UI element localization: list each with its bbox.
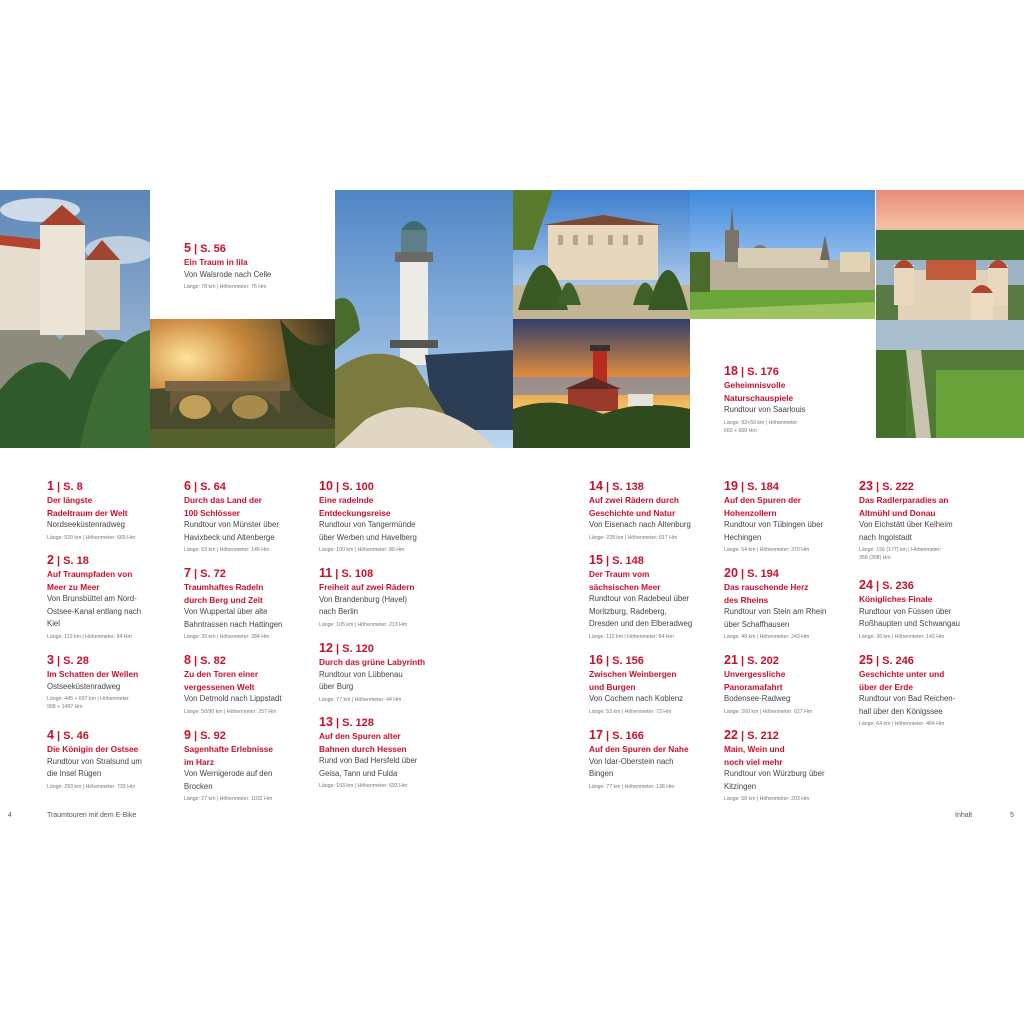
tour-title: Eine radelnde Entdeckungsreise: [319, 495, 391, 518]
tour-number: 10 | S. 100: [319, 479, 374, 493]
tour-route: Rundtour von Tangermünde über Werben und Havelberg: [319, 520, 417, 542]
photo-lighthouse: [335, 190, 513, 448]
photo-palace-garden: [513, 190, 690, 319]
tour-stats: Länge: 50/90 km | Höhenmeter: 257 Hm: [184, 708, 277, 715]
tour-route: Von Eichstätt über Kelheim nach Ingolstadt: [859, 520, 953, 542]
tour-route: Von Idar-Oberstein nach Bingen: [589, 756, 674, 778]
tour-route: Von Eisenach nach Altenburg: [589, 520, 691, 529]
tour-entry-17: [589, 728, 717, 791]
tour-number: 2 | S. 18: [47, 553, 89, 567]
tour-number: 15 | S. 148: [589, 553, 644, 567]
tour-route: Rundtour von Bad Reichen- hall über den Königssee: [859, 694, 956, 716]
tour-stats: Länge: 92+50 km | Höhenmeter: 660 + 600 Hm: [724, 419, 799, 434]
tour-number: 9 | S. 92: [184, 728, 226, 742]
tour-entry-6: [184, 479, 312, 554]
tour-route: Rundtour von Saarlouis: [724, 405, 806, 414]
tour-route: Bodensee-Radweg: [724, 694, 791, 703]
tour-title: Zu den Toren einer vergessenen Welt: [184, 669, 259, 692]
tour-route: Von Cochem nach Koblenz: [589, 694, 684, 703]
tour-stats: Länge: 112 km | Höhenmeter: 84 Hm: [47, 633, 132, 640]
tour-route: Von Wernigerode auf den Brocken: [184, 769, 273, 791]
tour-stats: Länge: 48 km | Höhenmeter: 243 Hm: [724, 634, 810, 640]
tour-title: Auf den Spuren alter Bahnen durch Hessen: [319, 731, 407, 754]
photo-castle-rock: [0, 190, 150, 448]
tour-entry-4: [47, 728, 175, 791]
photo-dresden-skyline: [690, 190, 875, 319]
tour-title: Im Schatten der Wellen: [47, 669, 139, 679]
tour-stats: Länge: 77 km | Höhenmeter: 138 Hm: [589, 783, 675, 790]
tour-title: Main, Wein und noch viel mehr: [724, 744, 785, 767]
tour-number: 5 | S. 56: [184, 241, 226, 255]
tour-title: Auf den Spuren der Nahe: [589, 744, 689, 754]
tour-entry-2: [47, 553, 175, 641]
tour-title: Freiheit auf zwei Rädern: [319, 582, 415, 592]
photo-bridge-sunset: [150, 319, 335, 448]
tour-title: Auf den Spuren der Hohenzollern: [724, 495, 801, 518]
tour-stats: Länge: 78 km | Höhenmeter: 75 Hm: [184, 284, 267, 290]
tour-entry-14: [589, 479, 717, 542]
tour-stats: Länge: 64 km | Höhenmeter: 464 Hm: [859, 721, 945, 727]
tour-number: 13 | S. 128: [319, 715, 374, 729]
tour-number: 17 | S. 166: [589, 728, 644, 742]
tour-entry-9: [184, 728, 312, 803]
tour-stats: Länge: 445 + 697 km | Höhenmeter: 998 + 1497 Hm: [47, 696, 131, 710]
tour-title: Der längste Radeltraum der Welt: [47, 495, 128, 518]
tour-number: 24 | S. 236: [859, 578, 914, 592]
tour-entry-7: [184, 566, 312, 641]
tour-title: Zwischen Weinbergen und Burgen: [589, 669, 677, 692]
tour-route: Rundtour von Füssen über Roßhaupten und Schwangau: [859, 606, 961, 628]
tour-title: Der Traum vom sächsischen Meer: [589, 569, 661, 592]
tour-stats: Länge: 35 km | Höhenmeter: 284 Hm: [184, 634, 270, 640]
tour-route: Nordseeküstenradweg: [47, 520, 126, 529]
tour-entry-16: [589, 653, 717, 716]
tour-stats: Länge: 27 km | Höhenmeter: 1032 Hm: [184, 796, 273, 802]
tour-stats: Länge: 929 km | Höhenmeter: 669 Hm: [47, 534, 136, 541]
tour-stats: Länge: 156 (177) km | Höhenmeter: 358 (308) Hm: [859, 547, 942, 561]
tour-route: Ostseeküstenradweg: [47, 681, 121, 691]
tour-number: 7 | S. 72: [184, 566, 226, 580]
tour-entry-5: [184, 241, 312, 291]
running-title-left: Traumtouren mit dem E-Bike: [47, 812, 137, 819]
page-number-right: 5: [1010, 812, 1014, 819]
tour-title: Die Königin der Ostsee: [47, 744, 139, 754]
tour-stats: Länge: 293 km | Höhenmeter: 733 Hm: [47, 783, 136, 790]
tour-title: Traumhaftes Radeln durch Berg und Zeit: [184, 582, 264, 605]
tour-number: 4 | S. 46: [47, 728, 89, 742]
tour-stats: Länge: 63 km | Höhenmeter: 146 Hm: [184, 547, 270, 553]
tour-number: 18 | S. 176: [724, 364, 779, 378]
tour-stats: Länge: 100 km | Höhenmeter: 89 Hm: [319, 547, 405, 553]
tour-number: 14 | S. 138: [589, 479, 644, 493]
tour-stats: Länge: 105 km | Höhenmeter: 213 Hm: [319, 621, 408, 628]
tour-stats: Länge: 228 km | Höhenmeter: 917 Hm: [589, 534, 678, 541]
tour-stats: Länge: 36 km | Höhenmeter: 143 Hm: [859, 633, 945, 640]
tour-stats: Länge: 58 km | Höhenmeter: 203 Hm: [724, 796, 810, 802]
tour-entry-18: [724, 364, 852, 435]
photo-lighthouse-sunset: [513, 319, 690, 448]
tour-number: 6 | S. 64: [184, 479, 226, 493]
tour-entry-10: [319, 479, 447, 554]
tour-stats: Länge: 112 km | Höhenmeter: 84 Hm: [589, 633, 674, 640]
tour-entry-25: [859, 653, 987, 728]
tour-route: Von Brandenburg (Havel) nach Berlin: [319, 594, 407, 616]
tour-number: 23 | S. 222: [859, 479, 914, 493]
tour-route: Von Walsrode nach Celle: [184, 269, 272, 279]
tour-number: 11 | S. 108: [319, 566, 374, 580]
tour-route: Rundtour von Stralsund um die Insel Rügen: [47, 756, 142, 778]
tour-title: Unvergessliche Panoramafahrt: [724, 669, 786, 692]
tour-route: Rundtour von Würzburg über Kitzingen: [724, 769, 825, 791]
tour-title: Geschichte unter und über der Erde: [859, 669, 945, 692]
tour-title: Das rauschende Herz des Rheins: [724, 582, 809, 605]
tour-entry-8: [184, 653, 312, 716]
tour-number: 19 | S. 184: [724, 479, 779, 493]
tour-title: Sagenhafte Erlebnisse im Harz: [184, 744, 273, 767]
tour-number: 3 | S. 28: [47, 653, 89, 667]
tour-stats: Länge: 153 km | Höhenmeter: 693 Hm: [319, 783, 408, 789]
tour-entry-22: [724, 728, 852, 803]
tour-title: Geheimnisvolle Naturschauspiele: [724, 380, 794, 403]
tour-number: 1 | S. 8: [47, 479, 83, 493]
tour-stats: Länge: 53 km | Höhenmeter: 73 Hm: [589, 708, 672, 715]
tour-stats: Länge: 77 km | Höhenmeter: 44 Hm: [319, 696, 402, 703]
tour-route: Von Brunsbüttel am Nord- Ostsee-Kanal entlang nach Kiel: [47, 594, 142, 628]
tour-number: 16 | S. 156: [589, 653, 644, 667]
tour-entry-1: [47, 479, 175, 542]
tour-title: Königliches Finale: [859, 594, 933, 604]
tour-route: Rundtour von Tübingen über Hechingen: [724, 520, 824, 542]
tour-route: Von Detmold nach Lippstadt: [184, 694, 282, 703]
tour-entry-19: [724, 479, 852, 554]
tour-entry-3: [47, 653, 175, 711]
tour-stats: Länge: 54 km | Höhenmeter: 370 Hm: [724, 547, 810, 553]
tour-title: Ein Traum in lila: [184, 257, 248, 267]
tour-entry-23: [859, 479, 987, 562]
tour-route: Von Wuppertal über alte Bahntrassen nach Hattingen: [184, 607, 283, 629]
tour-title: Auf zwei Rädern durch Geschichte und Natur: [589, 495, 679, 518]
tour-entry-20: [724, 566, 852, 641]
tour-route: Rundtour von Münster über Havixbeck und Altenberge: [184, 520, 279, 542]
tour-title: Das Radlerparadies an Altmühl und Donau: [859, 495, 949, 518]
tour-entry-11: [319, 566, 447, 629]
tour-number: 20 | S. 194: [724, 566, 779, 580]
tour-route: Rundtour von Stein am Rhein über Schaffhausen: [724, 607, 827, 629]
page-number-left: 4: [8, 812, 12, 819]
tour-entry-15: [589, 553, 717, 641]
tour-title: Durch das Land der 100 Schlösser: [184, 495, 262, 518]
running-title-right: Inhalt: [955, 812, 973, 819]
tour-number: 21 | S. 202: [724, 653, 779, 667]
tour-entry-24: [859, 578, 987, 641]
tour-route: Rundtour von Lübbenau über Burg: [319, 669, 403, 691]
tour-entry-13: [319, 715, 447, 790]
tour-title: Durch das grüne Labyrinth: [319, 657, 426, 667]
tour-route: Rund von Bad Hersfeld über Geisa, Tann und Fulda: [319, 756, 418, 778]
tour-stats: Länge: 260 km | Höhenmeter: 627 Hm: [724, 708, 813, 715]
tour-number: 12 | S. 120: [319, 641, 374, 655]
tour-number: 22 | S. 212: [724, 728, 779, 742]
tour-number: 8 | S. 82: [184, 653, 226, 667]
tour-entry-21: [724, 653, 852, 716]
tour-number: 25 | S. 246: [859, 653, 914, 667]
photo-castle-moritzburg: [876, 190, 1024, 438]
tour-entry-12: [319, 641, 447, 704]
tour-route: Rundtour von Radebeul über Moritzburg, Radeberg, Dresden und den Elberadweg: [589, 594, 693, 628]
tour-title: Auf Traumpfaden von Meer zu Meer: [47, 569, 133, 592]
